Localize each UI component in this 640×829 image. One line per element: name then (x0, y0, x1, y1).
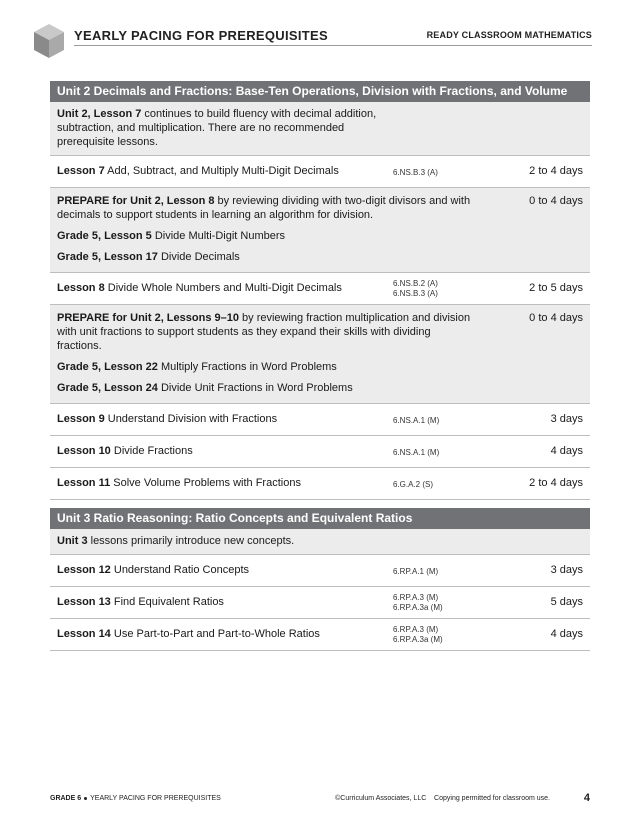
lesson-number: Lesson 13 (57, 596, 111, 608)
prepare-bold: PREPARE for Unit 2, Lesson 8 (57, 195, 215, 207)
prepare-description: by reviewing dividing with two-digit divisors and with decimals to support students in learning an algorithm for division. (57, 195, 471, 221)
prepare-description: by reviewing fraction multiplication and division with unit fractions to support students as they expand their skills with dividing fractions. (57, 312, 471, 352)
page-header (32, 22, 592, 62)
lesson-number: Lesson 10 (57, 445, 111, 457)
lesson-title: Use Part-to-Part and Part-to-Whole Ratios (113, 628, 320, 640)
cube-logo-icon (32, 22, 66, 60)
prerequisite-lesson (57, 250, 583, 264)
prerequisite-title: Divide Unit Fractions in Word Problems (160, 382, 353, 394)
pacing-days: 2 to 4 days (529, 165, 583, 177)
prepare-row (50, 305, 590, 404)
lesson-number: Lesson 11 (57, 477, 111, 489)
prerequisite-title: Multiply Fractions in Word Problems (160, 361, 337, 373)
standards (393, 448, 439, 458)
lesson-title: Divide Whole Numbers and Multi-Digit Decimals (107, 282, 342, 294)
lesson-number: Lesson 9 (57, 413, 105, 425)
pacing-days: 0 to 4 days (529, 312, 583, 324)
header-rule (74, 45, 592, 46)
lesson-name (57, 596, 224, 608)
lesson-title: Understand Ratio Concepts (113, 564, 250, 576)
pacing-days: 4 days (550, 445, 583, 457)
lesson-name (57, 628, 320, 640)
intro-bold: Unit 3 (57, 535, 88, 547)
pacing-days: 4 days (550, 628, 583, 640)
lesson-row (50, 587, 590, 619)
intro-text: lessons primarily introduce new concepts. (87, 535, 295, 547)
lesson-number: Lesson 7 (57, 165, 105, 177)
standard-code: 6.RP.A.1 (M) (393, 567, 439, 576)
pacing-days: 5 days (550, 596, 583, 608)
lesson-title: Divide Fractions (113, 445, 193, 457)
lesson-title: Add, Subtract, and Multiply Multi-Digit Decimals (107, 165, 339, 177)
lesson-name (57, 413, 277, 425)
lesson-row (50, 404, 590, 436)
footer-grade: GRADE 6 (50, 795, 82, 802)
unit-2-section (50, 81, 590, 500)
prerequisite-number: Grade 5, Lesson 17 (57, 251, 158, 263)
pacing-days: 2 to 5 days (529, 282, 583, 294)
prerequisite-lesson (57, 229, 583, 243)
prepare-row (50, 188, 590, 273)
prerequisite-lesson (57, 381, 583, 395)
standards (393, 593, 443, 613)
standard-code: 6.NS.B.3 (A) (393, 168, 438, 177)
pacing-days: 3 days (550, 564, 583, 576)
lesson-title: Understand Division with Fractions (107, 413, 278, 425)
prerequisite-number: Grade 5, Lesson 5 (57, 230, 152, 242)
standards (393, 625, 443, 645)
unit-rows (50, 156, 590, 500)
standards (393, 567, 438, 577)
unit-intro (50, 529, 590, 555)
prerequisite-number: Grade 5, Lesson 22 (57, 361, 158, 373)
prerequisite-title: Divide Multi-Digit Numbers (154, 230, 286, 242)
lesson-row (50, 468, 590, 500)
standards (393, 416, 439, 426)
lesson-name (57, 282, 342, 294)
lesson-number: Lesson 8 (57, 282, 105, 294)
unit-heading: Unit 3 Ratio Reasoning: Ratio Concepts and Equivalent Ratios (50, 508, 590, 529)
prerequisite-lesson (57, 360, 583, 374)
lesson-row (50, 619, 590, 651)
prepare-text (57, 311, 477, 353)
standard-code: 6.NS.B.2 (A) (393, 279, 438, 288)
standard-code: 6.G.A.2 (S) (393, 480, 434, 489)
lesson-name (57, 165, 339, 177)
page-number: 4 (583, 792, 590, 804)
lesson-name (57, 445, 193, 457)
lesson-row (50, 273, 590, 305)
pacing-days: 3 days (550, 413, 583, 425)
prepare-bold: PREPARE for Unit 2, Lessons 9–10 (57, 312, 239, 324)
lesson-title: Solve Volume Problems with Fractions (113, 477, 301, 489)
standards (393, 480, 433, 490)
footer-section: YEARLY PACING FOR PREREQUISITES (90, 795, 221, 802)
bullet-icon (84, 797, 87, 800)
series-name: READY CLASSROOM MATHEMATICS (426, 30, 592, 40)
unit-rows (50, 555, 590, 651)
pacing-days: 0 to 4 days (529, 195, 583, 207)
unit-3-section (50, 508, 590, 651)
standard-code: 6.NS.B.3 (A) (393, 289, 438, 298)
standard-code: 6.NS.A.1 (M) (393, 448, 440, 457)
intro-bold: Unit 2, Lesson 7 (57, 108, 142, 120)
lesson-number: Lesson 14 (57, 628, 111, 640)
lesson-title: Find Equivalent Ratios (113, 596, 224, 608)
lesson-name (57, 477, 301, 489)
intro-text: continues to build fluency with decimal addition, subtraction, and multiplication. There are no recommended prerequisite lessons. (57, 108, 377, 148)
standard-code: 6.RP.A.3a (M) (393, 603, 443, 612)
lesson-row (50, 555, 590, 587)
page-title: YEARLY PACING FOR PREREQUISITES (74, 28, 328, 43)
prerequisite-title: Divide Decimals (160, 251, 240, 263)
lesson-name (57, 564, 249, 576)
unit-intro (50, 102, 590, 156)
standards (393, 168, 438, 178)
standard-code: 6.RP.A.3 (M) (393, 593, 439, 602)
standard-code: 6.NS.A.1 (M) (393, 416, 440, 425)
prepare-text (57, 194, 477, 222)
lesson-number: Lesson 12 (57, 564, 111, 576)
prerequisite-number: Grade 5, Lesson 24 (57, 382, 158, 394)
lesson-row (50, 436, 590, 468)
footer-copyright: ©Curriculum Associates, LLC Copying permitted for classroom use. (335, 795, 550, 802)
unit-heading: Unit 2 Decimals and Fractions: Base-Ten Operations, Division with Fractions, and Volume (50, 81, 590, 102)
standards (393, 279, 438, 299)
pacing-days: 2 to 4 days (529, 477, 583, 489)
standard-code: 6.RP.A.3 (M) (393, 625, 439, 634)
lesson-row (50, 156, 590, 188)
standard-code: 6.RP.A.3a (M) (393, 635, 443, 644)
